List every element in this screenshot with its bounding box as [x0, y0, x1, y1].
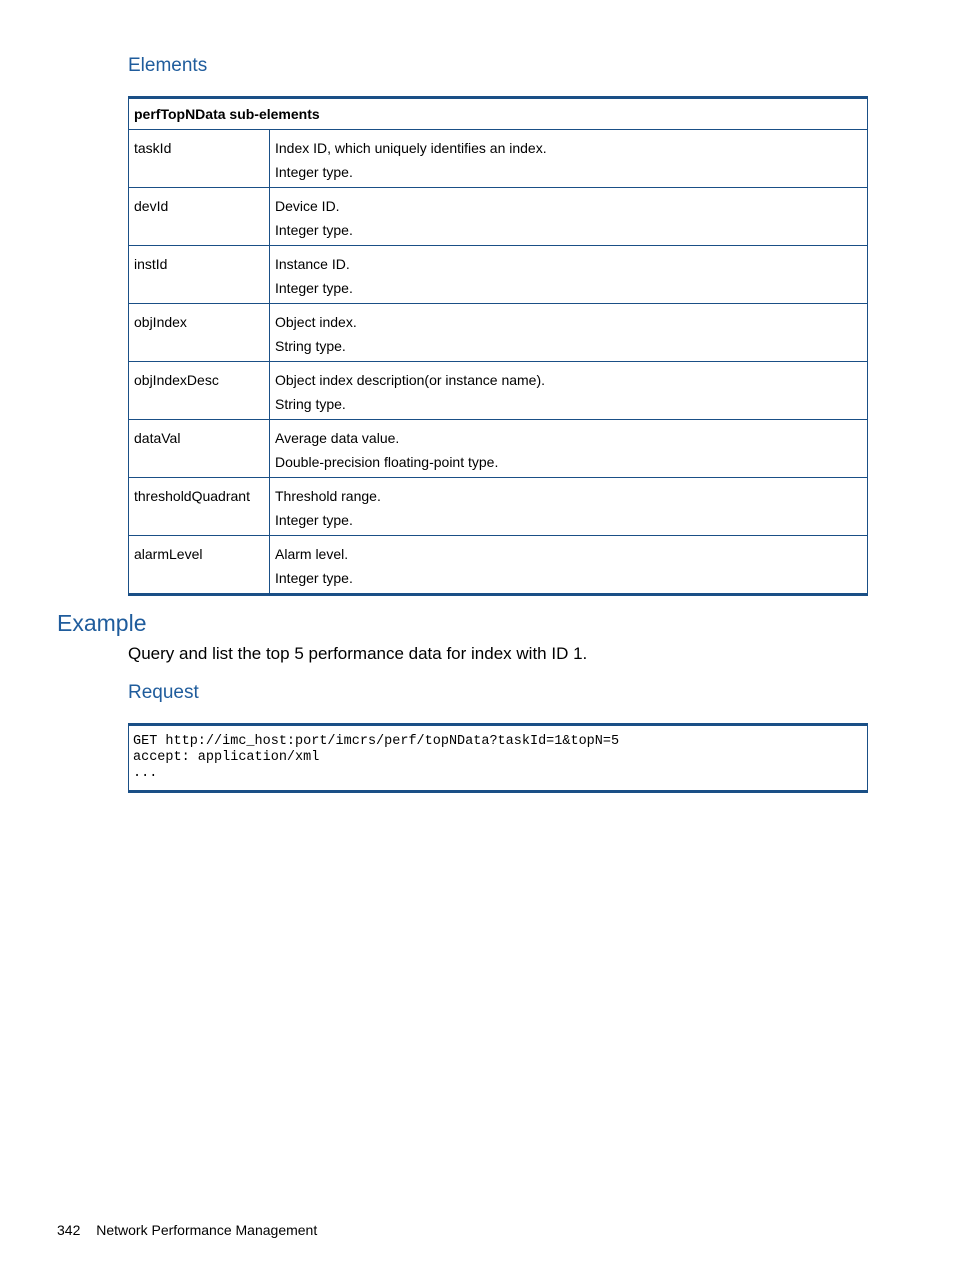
table-row [129, 362, 868, 420]
request-heading: Request [128, 682, 199, 703]
page-footer [57, 1222, 317, 1238]
description-text: Threshold range. [275, 488, 381, 504]
description-text: Object index. [275, 314, 357, 330]
table-header-row [129, 98, 868, 130]
table-row [129, 478, 868, 536]
page-number: 342 [57, 1222, 81, 1238]
element-name: taskId [129, 130, 270, 188]
example-heading: Example [57, 610, 147, 636]
table-row [129, 246, 868, 304]
description-text: Average data value. [275, 430, 400, 446]
element-name: objIndex [129, 304, 270, 362]
element-name: thresholdQuadrant [129, 478, 270, 536]
element-name: objIndexDesc [129, 362, 270, 420]
description-text: Index ID, which uniquely identifies an index. [275, 140, 547, 156]
description-text: Alarm level. [275, 546, 349, 562]
element-name: instId [129, 246, 270, 304]
element-name: dataVal [129, 420, 270, 478]
element-description [270, 304, 868, 362]
element-description [270, 246, 868, 304]
sub-elements-table [128, 96, 868, 596]
example-text: Query and list the top 5 performance data for index with ID 1. [128, 644, 588, 663]
code-line: GET http://imc_host:port/imcrs/perf/topNData?taskId=1&topN=5 [133, 734, 620, 749]
code-block [128, 723, 868, 793]
description-text: Instance ID. [275, 256, 350, 272]
type-text: Integer type. [275, 222, 353, 238]
element-description [270, 536, 868, 595]
element-description [270, 420, 868, 478]
type-text: Double-precision floating-point type. [275, 454, 499, 470]
table-row [129, 188, 868, 246]
type-text: Integer type. [275, 570, 353, 586]
table-row [129, 420, 868, 478]
element-name: alarmLevel [129, 536, 270, 595]
elements-heading: Elements [128, 55, 208, 76]
table-row [129, 536, 868, 595]
element-description [270, 188, 868, 246]
type-text: String type. [275, 396, 346, 412]
table-row [129, 130, 868, 188]
element-name: devId [129, 188, 270, 246]
type-text: Integer type. [275, 280, 353, 296]
type-text: Integer type. [275, 512, 353, 528]
element-description [270, 130, 868, 188]
description-text: Object index description(or instance name). [275, 372, 546, 388]
description-text: Device ID. [275, 198, 340, 214]
element-description [270, 362, 868, 420]
type-text: String type. [275, 338, 346, 354]
table-header: perfTopNData sub-elements [129, 98, 868, 130]
type-text: Integer type. [275, 164, 353, 180]
chapter-title: Network Performance Management [96, 1222, 318, 1238]
code-text [129, 726, 867, 782]
table-row [129, 304, 868, 362]
element-description [270, 478, 868, 536]
code-line: ... [133, 766, 158, 781]
code-line: accept: application/xml [133, 750, 320, 765]
